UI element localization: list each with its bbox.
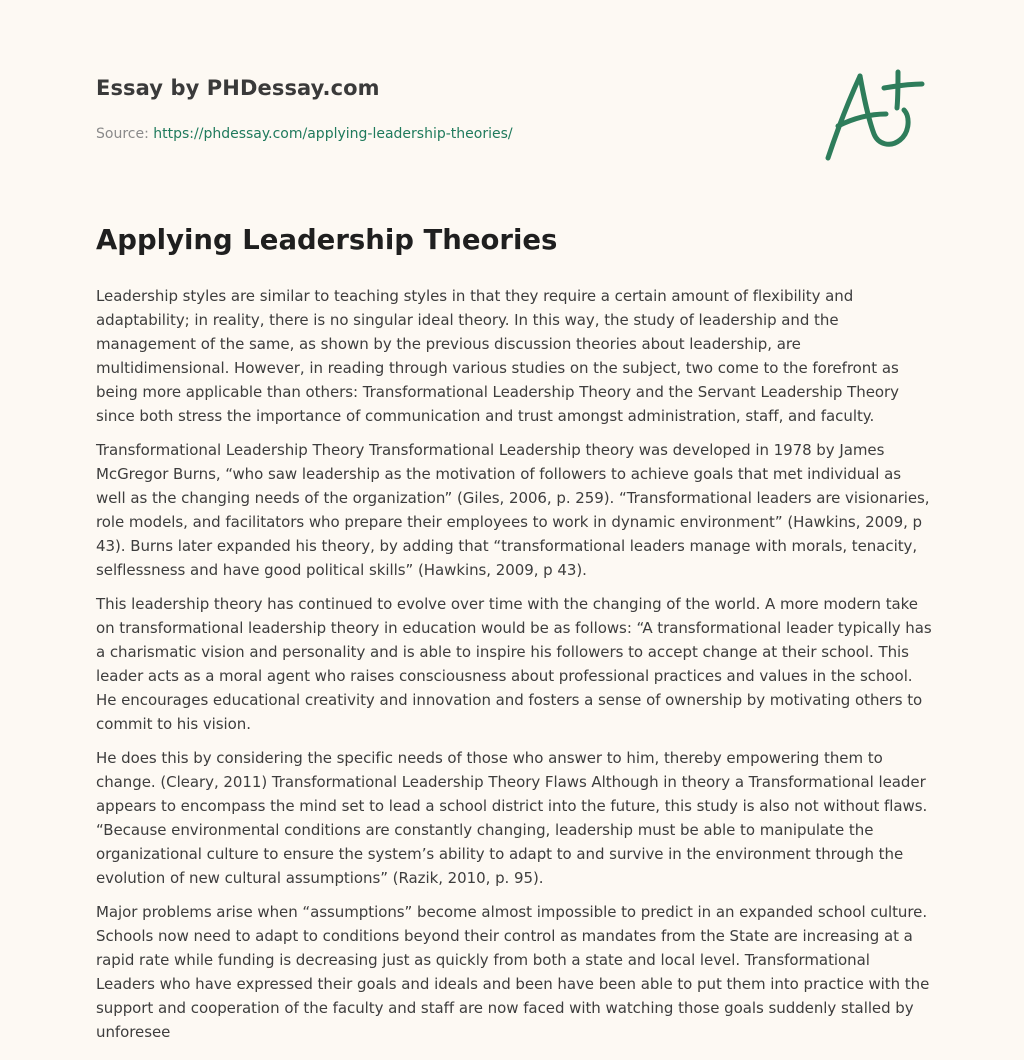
essay-title: Applying Leadership Theories — [96, 224, 558, 256]
a-plus-logo-icon — [818, 64, 928, 168]
essay-body — [96, 284, 932, 1054]
essay-paragraph: Transformational Leadership Theory Transformational Leadership theory was developed in 1978 by James McGregor Burns, “who saw leadership as the motivation of followers to achieve goals that met individual as well as the changing needs of the organization” (Giles, 2006, p. 259). “Transformational leaders are visionaries, role models, and facilitators who prepare their employees to work in dynamic environment” (Hawkins, 2009, p 43). Burns later expanded his theory, by adding that “transformational leaders manage with morals, tenacity, selflessness and have good political skills” (Hawkins, 2009, p 43). — [96, 441, 930, 579]
source-line — [96, 126, 796, 142]
page-header — [96, 76, 796, 142]
essay-paragraph: Major problems arise when “assumptions” become almost impossible to predict in an expanded school culture. Schools now need to adapt to conditions beyond their control as mandates from the State are increasing at a rapid rate while funding is decreasing just as quickly from both a state and local level. Transformational Leaders who have expressed their goals and ideals and been have been able to put them into practice with the support and cooperation of the faculty and staff are now faced with watching those goals suddenly stalled by unforesee — [96, 903, 930, 1041]
source-link[interactable]: https://phdessay.com/applying-leadership-theories/ — [153, 126, 513, 142]
essay-paragraph: Leadership styles are similar to teaching styles in that they require a certain amount of flexibility and adaptability; in reality, there is no singular ideal theory. In this way, the study of leadership and the management of the same, as shown by the previous discussion theories about leadership, are multidimensional. However, in reading through various studies on the subject, two come to the forefront as being more applicable than others: Transformational Leadership Theory and the Servant Leadership Theory since both stress the importance of communication and trust amongst administration, staff, and faculty. — [96, 287, 899, 425]
source-label: Source: — [96, 126, 149, 142]
essay-paragraph: He does this by considering the specific needs of those who answer to him, thereby empowering them to change. (Cleary, 2011) Transformational Leadership Theory Flaws Although in theory a Transformational leader appears to encompass the mind set to lead a school district into the future, this study is also not without flaws. “Because environmental conditions are constantly changing, leadership must be able to manipulate the organizational culture to ensure the system’s ability to adapt to and survive in the environment through the evolution of new cultural assumptions” (Razik, 2010, p. 95). — [96, 749, 928, 887]
brand-name: Essay by PHDessay.com — [96, 76, 380, 100]
essay-paragraph: This leadership theory has continued to evolve over time with the changing of the world. A more modern take on transformational leadership theory in education would be as follows: “A transformational leader typically has a charismatic vision and personality and is able to inspire his followers to accept change at their school. This leader acts as a moral agent who raises consciousness about professional practices and values in the school. He encourages educational creativity and innovation and fosters a sense of ownership by motivating others to commit to his vision. — [96, 595, 932, 733]
